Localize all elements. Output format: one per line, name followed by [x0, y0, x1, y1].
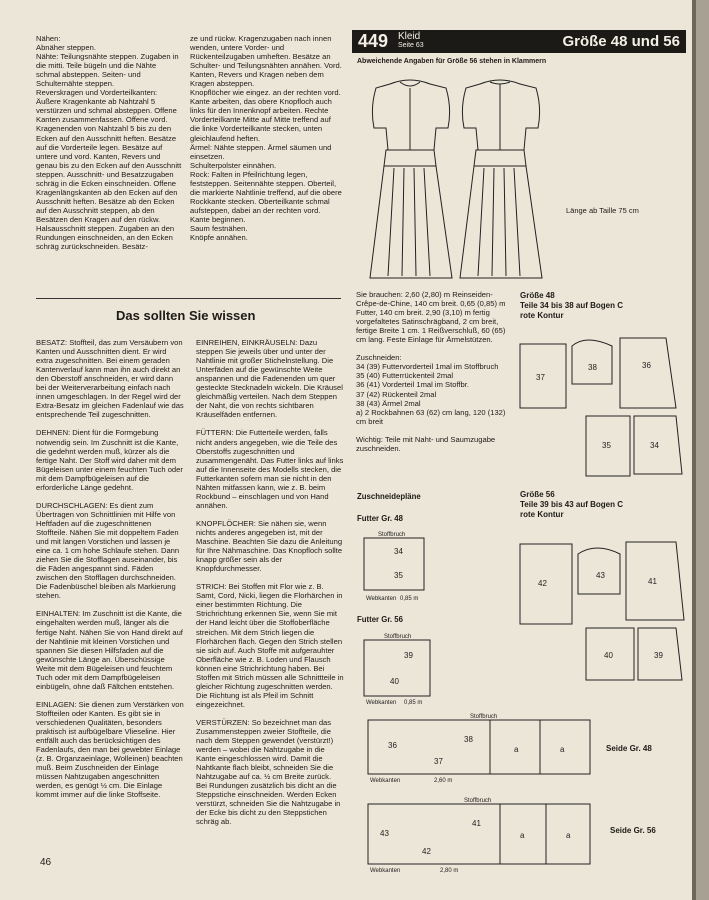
length-note: Länge ab Taille 75 cm: [566, 206, 639, 215]
glossary-col1: BESATZ: Stoffteil, das zum Versäubern von Kanten und Ausschnitten dient. Er wird extra zugeschnitten. Bei einem geraden Kantenverlauf kann man ihn auch direkt an den Oberstoff anschneiden, er wird dann bei der Weiterverarbeitung einfach nach innen umgeschlagen. In der Regel wird der Extra-Besatz im gleichen Fadenlauf wie das entsprechende Teil zugeschnitten. DEHNEN: Dient für die Formgebung notwendig sein. Im Zuschnitt ist die Kante, die gedehnt werden muß, kürzer als die fertige Naht. Der Stoff wird daher mit dem Bügeleisen unter einem feuchten Tuch oder mit dem Dampfbügeleisen auf die erforderliche Länge gedehnt. DURCHSCHLAGEN: Es dient zum Übertragen von Schnittlinien mit Hilfe von Heftfaden auf die zugeschnittenen Stoffteile. Nähen Sie mit doppeltem Faden und mit langen Vorstichen und lassen je eine ca. 1 cm hohe Schlaufe stehen. Dann ziehen Sie die Stofflagen auseinander, bis die Fäden angespannt sind. Fäden zwischen den Stofflagen durchschneiden. Die Fadenbüschel bleiben als Markierung stehen. EINHALTEN: Im Zuschnitt ist die Kante, die eingehalten werden muß, länger als die fertige Naht. Nähen Sie von Hand direkt auf der Nahtlinie mit kleinen Vorstichen und spannen Sie diesen Hilfsfaden auf die gewünschte Länge an. Überschüssige Weite mit dem Bügeleisen und feuchtem Tuch oder mit dem Dampfbügeleisen einbügeln, ohne daß Fältchen entstehen. EINLAGEN: Sie dienen zum Verstärken von Stoffteilen oder Kanten. Es gibt sie in verschiedenen Qualitäten, besonders praktisch ist aufbügelbare Vlieseline. Hier entfällt auch das berücksichtigen des Fadenlaufs, den man bei gewebter Einlage (z. B. Organzaeinlage, Wolleinen) beachten muß. Beim Zuschneiden der Einlage müssen Nahtzugaben angeschnitten werden, es genügt ½ cm. Die Einlage kommt immer auf die linke Stoffseite.: [36, 338, 184, 800]
piece-37: 37: [536, 373, 545, 382]
length-l56: 0,85 m: [404, 700, 423, 706]
length-s48: 2,60 m: [434, 778, 453, 784]
silk-56-42: 42: [422, 847, 431, 856]
lining-56-label: Futter Gr. 56: [357, 615, 403, 624]
silk-56-41: 41: [472, 819, 481, 828]
piece-43: 43: [596, 571, 605, 580]
fold-label-l56: Stoffbruch: [384, 634, 412, 640]
size-note: Abweichende Angaben für Größe 56 stehen in Klammern: [357, 58, 547, 65]
silk-56-a1: a: [520, 831, 525, 840]
piece-35: 35: [602, 441, 611, 450]
silk-56-layout: [360, 796, 600, 876]
pattern-header: [352, 30, 686, 53]
size-48-heading: Größe 48 Teile 34 bis 38 auf Bogen C rote Kontur: [520, 291, 623, 320]
silk-48-a1: a: [514, 745, 519, 754]
piece-40: 40: [604, 651, 613, 660]
fold-label-l48: Stoffbruch: [378, 532, 406, 538]
page-reference: Seite 63: [398, 42, 424, 49]
pattern-kind: Kleid: [398, 31, 421, 42]
section-rule: [36, 298, 341, 299]
size-56-heading: Größe 56 Teile 39 bis 43 auf Bogen C rote Kontur: [520, 490, 623, 519]
next-page-edge: [692, 0, 709, 900]
piece-36: 36: [642, 361, 651, 370]
lining-48-label: Futter Gr. 48: [357, 514, 403, 523]
lining-48-34: 34: [394, 547, 403, 556]
silk-48-a2: a: [560, 745, 565, 754]
pattern-pieces-56: [516, 524, 692, 686]
silk-48-36: 36: [388, 741, 397, 750]
sewing-instructions-col2: ze und rückw. Kragenzugaben nach innen wenden, untere Vorder- und Rückenteilzugaben umheften. Besätze an Schulter- und Teilungsnähten annähen. Vord. Kanten, Revers und Kragen neben dem Kragen absteppen. Knopflöcher wie eingez. an der rechten vord. Kante arbeiten, das obere Knopfloch auch links für den Innenknopf arbeiten. Rechte Vorderteilkante Mitte auf Mitte treffend auf die linke Vorderteilkante stecken, unten gleichlaufend heften. Ärmel: Nähte steppen. Ärmel säumen und einsetzen. Schulterpolster einnähen. Rock: Falten in Pfeilrichtung legen, feststeppen. Seitennähte steppen. Oberteil, die markierte Nahtlinie treffend, auf die obere Rockkante stecken. Oberteilkante schmal aufsteppen, dabei an der rechten vord. Kante beginnen. Saum festnähen. Knöpfe annähen.: [190, 34, 342, 243]
pattern-number: 449: [358, 31, 389, 51]
piece-34: 34: [650, 441, 659, 450]
pattern-pieces-48: [516, 324, 692, 484]
glossary-col2: EINREIHEN, EINKRÄUSELN: Dazu steppen Sie jeweils über und unter der Nahtlinie mit großer Stichelnstellung. Die Unterfäden auf die gewünschte Weite anspannen und die Fadenenden um quer gesteckte Stecknadeln wickeln. Die Kräusel gleichmäßig verteilen. Nach dem Steppen der Naht, die von rechts sichtbaren Kräuselfäden entfernen. FÜTTERN: Die Futterteile werden, falls nicht anders angegeben, wie die Teile des Oberstoffs zugeschnitten und zusammengenäht. Das Futter links auf links auf die Innenseite des Modells stecken, die Futterkanten sofern man sie nicht in den Nähten mitfassen kann, wie z. B. beim Rockbund – einschlagen und von Hand annähen. KNOPFLÖCHER: Sie nähen sie, wenn nichts anderes angegeben ist, mit der Maschine. Beachten Sie dazu die Anleitung für Ihre Nähmaschine. Das Knopfloch sollte knapp größer sein als der Knopfdurchmesser. STRICH: Bei Stoffen mit Flor wie z. B. Samt, Cord, Nicki, liegen die Florhärchen in einer bestimmten Richtung. Die Strichrichtung erkennen Sie, wenn Sie mit der Hand leicht über die Stoffoberfläche streichen. Mit dem Strich liegen die Florhärchen flach. Gegen den Strich stellen sie sich auf. Auch Stoffe mit aufgerauhter Oberfläche wie z. B. Loden und Flausch können eine Strichrichtung haben. Bei Stoffen mit Strich müssen alle Schnittteile in gleicher Richtung zugeschnitten werden. Die Richtung ist als Pfeil im Schnitt eingezeichnet. VERSTÜRZEN: So bezeichnet man das Zusammensteppen zweier Stoffteile, die nach dem Steppen gewendet (verstürzt!) werden – wobei die Nahtzugabe in die Kante eingeschlossen wird. Damit die Nahtkante flach bleibt, schneiden Sie die Nahtzugabe auf ca. ½ cm Breite zurück. Bei Rundungen zusätzlich bis dicht an die Steppstiche einschneiden. Werden Ecken verstürzt, schneiden Sie die Nahtzugabe in der Ecke bis dicht zu den Steppstichen schräg ab.: [196, 338, 344, 827]
selvage-label-s48: Webkanten: [370, 778, 401, 784]
piece-41: 41: [648, 577, 657, 586]
selvage-label-s56: Webkanten: [370, 868, 401, 874]
silk-56-a2: a: [566, 831, 571, 840]
lining-48-layout: [360, 530, 430, 604]
lining-48-35: 35: [394, 571, 403, 580]
cutting-layouts-heading: Zuschneidepläne: [357, 492, 421, 501]
silk-56-label: Seide Gr. 56: [610, 826, 656, 835]
silk-48-38: 38: [464, 735, 473, 744]
silk-48-label: Seide Gr. 48: [606, 744, 652, 753]
lining-56-39: 39: [404, 651, 413, 660]
piece-39: 39: [654, 651, 663, 660]
piece-38: 38: [588, 363, 597, 372]
fold-label-s56: Stoffbruch: [464, 798, 492, 804]
length-l48: 0,85 m: [400, 596, 419, 602]
section-title: Das sollten Sie wissen: [116, 308, 256, 323]
sewing-instructions-col1: Nähen: Abnäher steppen. Nähte: Teilungsnähte steppen. Zugaben in die mitti. Teile bügeln und die Nähte schmal absteppen. Seiten- und Schulternähte steppen. Reverskragen und Vorderteilkanten: Äußere Kragenkante ab Nahtzahl 5 verstürzen und schmal absteppen. Offene Kanten zusammenfassen. Offene vord. Kragenenden von Nahtzahl 5 bis zu den Ecken auf den Ausschnitt heften. Besätze auf die Vorderteile legen. Besätze auf untere und vord. Kanten, Revers und genau bis zu den Ecken auf den Ausschnitt steppen. Ausschnitt- und Besatzzugaben schräg in die Ecken einschneiden. Offene Kragenlängskanten ab den Ecken auf den Ausschnitt heften. Besätze ab den Ecken auf den Ausschnitt steppen, ab den Besätzen den Kragen auf den rückw. Halsausschnitt steppen. Zugaben an den Rundungen einschneiden, an den Ecken schräg zurückschneiden. Besätz-: [36, 34, 182, 252]
lining-56-layout: [360, 632, 440, 708]
dress-illustration: [360, 68, 560, 292]
length-s56: 2,80 m: [440, 868, 459, 874]
selvage-label-l48: Webkanten: [366, 596, 397, 602]
selvage-label-l56: Webkanten: [366, 700, 397, 706]
silk-56-43: 43: [380, 829, 389, 838]
silk-48-layout: [360, 712, 600, 786]
silk-48-37: 37: [434, 757, 443, 766]
lining-56-40: 40: [390, 677, 399, 686]
pattern-sizes: Größe 48 und 56: [562, 33, 680, 50]
fold-label-s48: Stoffbruch: [470, 714, 498, 720]
page-number: 46: [40, 857, 52, 868]
materials-list: Sie brauchen: 2,60 (2,80) m Reinseiden-Crêpe-de-Chine, 140 cm breit. 0,65 (0,85) m Futter, 140 cm breit. 2,90 (3,10) m fertig vorgefaltetes Satinschrägband, 2 cm breit, fertige Breite 1 cm. 1 Reißverschluß, 60 (65) cm lang. Feste Einlage für Ärmelstützen. Zuschneiden: 34 (39) Futtervorderteil 1mal im Stoffbruch 35 (40) Futterrückenteil 2mal 36 (41) Vorderteil 1mal im Stoffbr. 37 (42) Rückenteil 2mal 38 (43) Ärmel 2mal a) 2 Rockbahnen 63 (62) cm lang, 120 (132) cm breit Wichtig: Teile mit Naht- und Saumzugabe zuschneiden.: [356, 290, 506, 453]
piece-42: 42: [538, 579, 547, 588]
